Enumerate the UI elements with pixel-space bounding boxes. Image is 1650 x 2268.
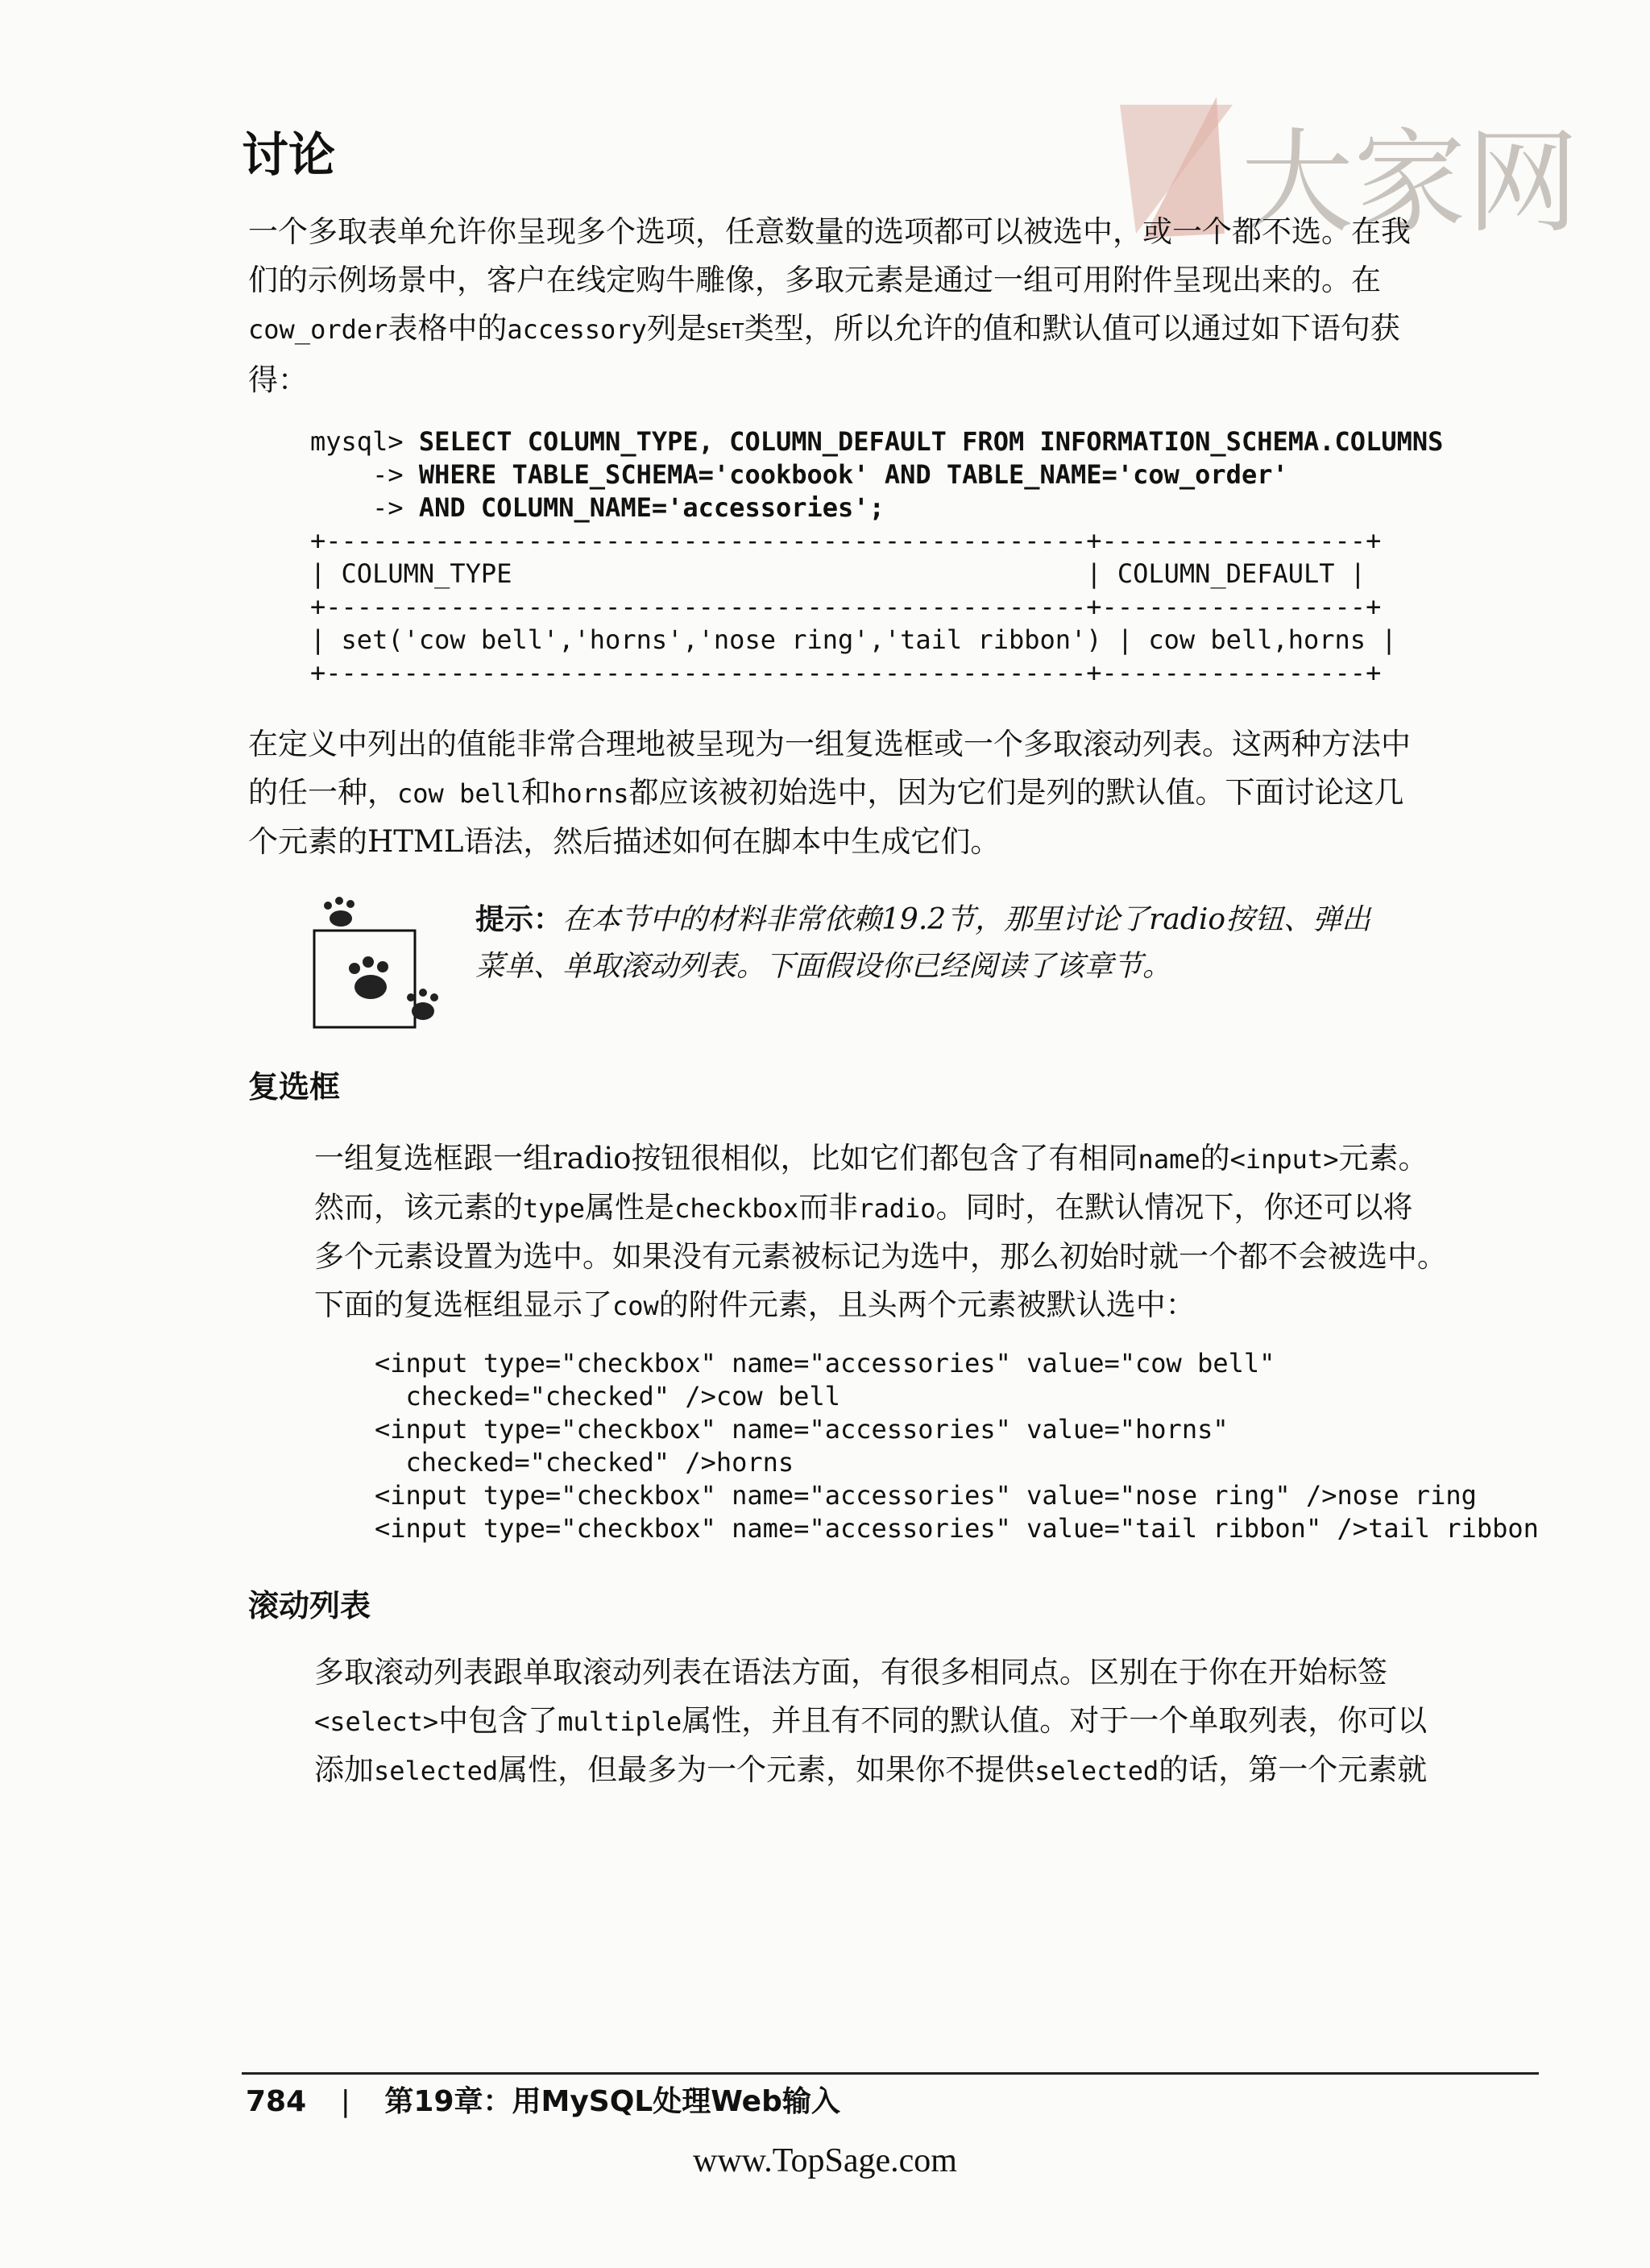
- code-line: checked="checked" />horns: [375, 1447, 794, 1478]
- subsection-title-checkbox: 复选框: [248, 1069, 341, 1105]
- svg-text:大家网: 大家网: [1241, 118, 1580, 249]
- site-url: www.TopSage.com: [693, 2142, 957, 2179]
- text-line: 一个多取表单允许你呈现多个选项，任意数量的选项都可以被选中，或一个都不选。在我: [248, 214, 1411, 249]
- tip-label: 提示：: [475, 902, 563, 936]
- sql-query: mysql> SELECT COLUMN_TYPE, COLUMN_DEFAULT FROM INFORMATION_SCHEMA.COLUMNS -> WHERE TABLE_SCHEMA='cookbook' AND TABLE_NAME='cow_order' -> AND COLUMN_NAME='accessories';: [310, 426, 1444, 523]
- text-line: 得：: [248, 363, 308, 397]
- text-line: 个元素的HTML语法，然后描述如何在脚本中生成它们。: [248, 824, 1001, 859]
- text-line: cow_order表格中的accessory列是SET类型，所以允许的值和默认值可以通过如下语句获: [248, 311, 1400, 346]
- subsection-title-scroll-list: 滚动列表: [248, 1588, 371, 1623]
- paragraph-scroll-list: [314, 1648, 1539, 1795]
- code-line: <input type="checkbox" name="accessories" value="cow bell": [375, 1348, 1275, 1379]
- text-line: 下面的复选框组显示了cow的附件元素，且头两个元素被默认选中：: [314, 1287, 1196, 1322]
- section-heading: 讨论: [242, 127, 336, 182]
- footer-rule: [242, 2072, 1539, 2075]
- chapter-title: 第19章：用MySQL处理Web输入: [384, 2085, 840, 2118]
- text-line: 菜单、单取滚动列表。下面假设你已经阅读了该章节。: [475, 950, 1172, 983]
- code-line: <input type="checkbox" name="accessories" value="nose ring" />nose ring: [375, 1480, 1477, 1511]
- paragraph-intro: [248, 208, 1537, 404]
- text-line: 一组复选框跟一组radio按钮很相似，比如它们都包含了有相同name的<input>元素。: [314, 1141, 1428, 1175]
- text-line: 然而，该元素的type属性是checkbox而非radio。同时，在默认情况下，你还可以将: [314, 1190, 1413, 1225]
- paragraph-checkbox: [314, 1134, 1539, 1330]
- code-line: <input type="checkbox" name="accessories" value="horns": [375, 1414, 1229, 1445]
- sql-result-table: +-------------------------------------------------+-----------------+ | COLUMN_TYPE | COLUMN_DEFAULT | +-------------------------------------------------+-----------------+ | set('cow bell','horns','nose ring','tail ribbon') | cow bell,horns | +-------------------------------------------------+-----------------+: [310, 525, 1397, 688]
- checkbox-html-code: [375, 1347, 1539, 1545]
- tip-note: [475, 896, 1523, 990]
- text-line: <select>中包含了multiple属性，并且有不同的默认值。对于一个单取列表，你可以: [314, 1703, 1428, 1738]
- text-line: 添加selected属性，但最多为一个元素，如果你不提供selected的话，第一个元素就: [314, 1752, 1428, 1787]
- paragraph-values: [248, 720, 1537, 866]
- footer-separator: |: [340, 2085, 350, 2118]
- tip-paw-icon: [310, 894, 447, 1035]
- code-line: <input type="checkbox" name="accessories" value="tail ribbon" />tail ribbon: [375, 1513, 1539, 1544]
- page-number: 784: [246, 2085, 307, 2118]
- text-line: 在定义中列出的值能非常合理地被呈现为一组复选框或一个多取滚动列表。这两种方法中: [248, 727, 1411, 761]
- text-line: 的任一种，cow bell和horns都应该被初始选中，因为它们是列的默认值。下面讨论这几: [248, 775, 1404, 810]
- text-line: 们的示例场景中，客户在线定购牛雕像，多取元素是通过一组可用附件呈现出来的。在: [248, 263, 1381, 297]
- page-footer: [246, 2079, 840, 2120]
- text-line: 多取滚动列表跟单取滚动列表在语法方面，有很多相同点。区别在于你在开始标签: [314, 1655, 1387, 1690]
- text-line: 多个元素设置为选中。如果没有元素被标记为选中，那么初始时就一个都不会被选中。: [314, 1239, 1447, 1274]
- code-line: checked="checked" />cow bell: [375, 1381, 840, 1412]
- text-line: 提示：在本节中的材料非常依赖19.2节，那里讨论了radio按钮、弹出: [475, 902, 1371, 936]
